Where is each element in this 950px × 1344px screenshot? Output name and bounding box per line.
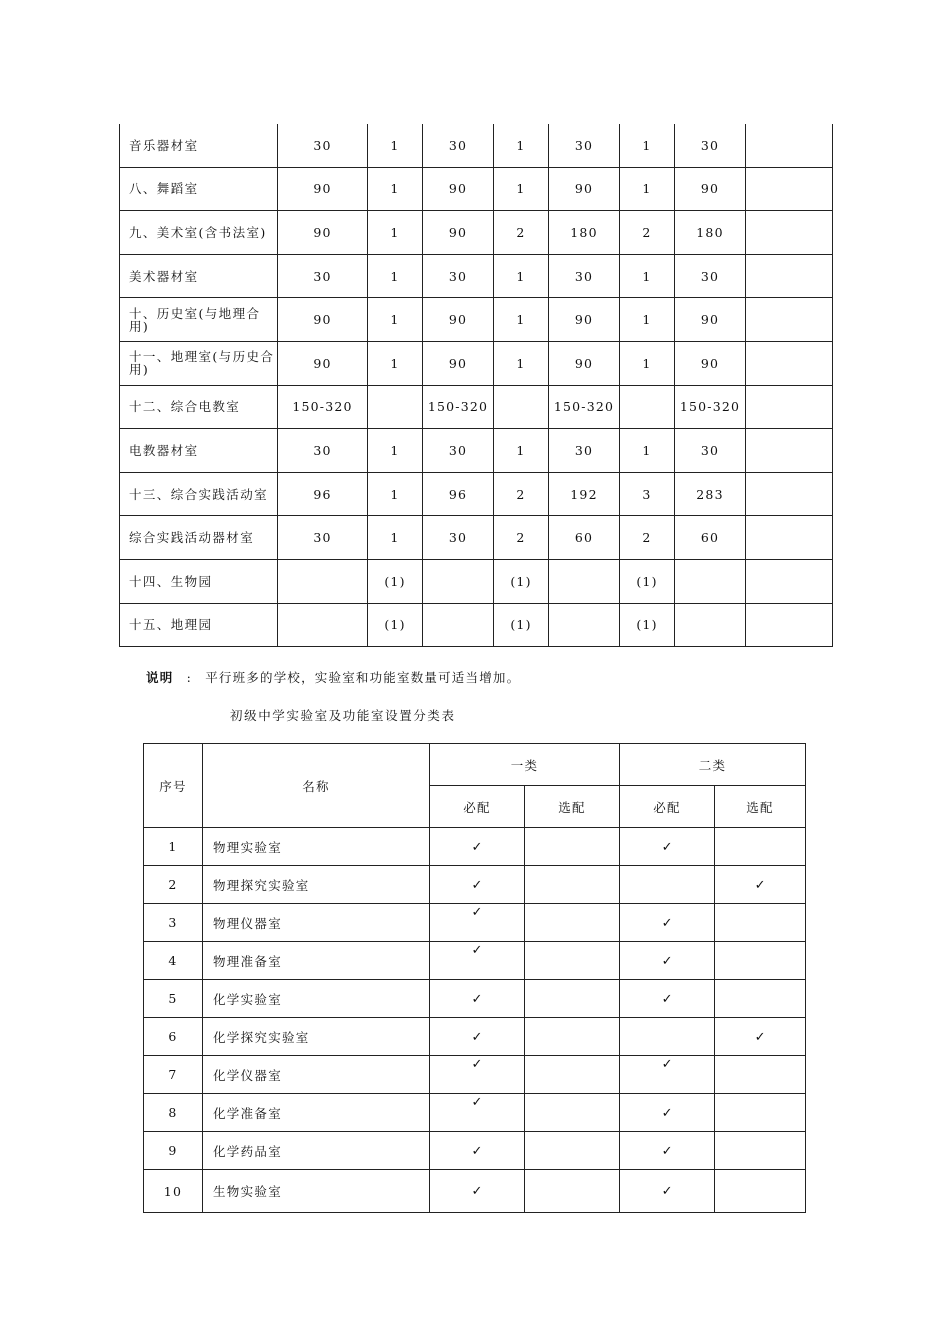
check-mark-icon: ✓ <box>471 877 483 893</box>
value-cell-c3: 30 <box>423 429 494 473</box>
table-row <box>144 1018 806 1056</box>
value-cell-c5: 192 <box>549 472 620 516</box>
value-cell-c1: 30 <box>278 124 368 167</box>
check-mark-icon: ✓ <box>661 1105 673 1121</box>
seq-cell: 8 <box>144 1094 203 1132</box>
value-cell-c1: 90 <box>278 211 368 255</box>
note <box>146 668 520 686</box>
value-cell-c1 <box>278 603 368 647</box>
table-row <box>120 516 833 560</box>
room-name-cell: 综合实践活动器材室 <box>120 516 278 560</box>
value-cell-c4: (1) <box>494 603 549 647</box>
value-cell-c2: 1 <box>368 124 423 167</box>
check-mark-icon: ✓ <box>661 915 673 931</box>
room-name-cell: 物理仪器室 <box>203 904 430 942</box>
value-cell-c8 <box>746 124 833 167</box>
check-cell-c2-opt <box>715 1056 806 1094</box>
room-name-cell: 十四、生物园 <box>120 559 278 603</box>
table-row <box>144 980 806 1018</box>
value-cell-c6: 1 <box>620 167 675 211</box>
check-cell-c1-opt <box>525 1170 620 1213</box>
table-row <box>144 866 806 904</box>
room-name-cell: 化学药品室 <box>203 1132 430 1170</box>
value-cell-c3 <box>423 603 494 647</box>
value-cell-c4: 2 <box>494 516 549 560</box>
table-row <box>120 559 833 603</box>
room-name-cell: 生物实验室 <box>203 1170 430 1213</box>
value-cell-c8 <box>746 516 833 560</box>
header-class2-required: 必配 <box>620 786 715 828</box>
table-row <box>120 603 833 647</box>
value-cell-c6: 2 <box>620 516 675 560</box>
value-cell-c5: 30 <box>549 124 620 167</box>
value-cell-c2: 1 <box>368 472 423 516</box>
value-cell-c1 <box>278 559 368 603</box>
check-mark-icon: ✓ <box>471 904 483 920</box>
check-mark-icon: ✓ <box>754 877 766 893</box>
room-name-cell: 化学实验室 <box>203 980 430 1018</box>
table-row <box>144 1132 806 1170</box>
value-cell-c5: 90 <box>549 298 620 342</box>
check-mark-icon: ✓ <box>471 1094 483 1110</box>
header-class1-optional: 选配 <box>525 786 620 828</box>
table-row <box>144 1170 806 1213</box>
check-cell-c2-req <box>620 866 715 904</box>
value-cell-c1: 90 <box>278 167 368 211</box>
value-cell-c4: 1 <box>494 167 549 211</box>
room-name-cell: 物理实验室 <box>203 828 430 866</box>
value-cell-c2: 1 <box>368 298 423 342</box>
check-cell-c2-req <box>620 942 715 980</box>
table-row <box>144 942 806 980</box>
check-mark-icon: ✓ <box>661 1056 673 1072</box>
value-cell-c5 <box>549 559 620 603</box>
value-cell-c7: 150-320 <box>675 385 746 429</box>
room-name-cell: 十二、综合电教室 <box>120 385 278 429</box>
check-cell-c1-opt <box>525 828 620 866</box>
room-name-cell: 十一、地理室(与历史合用) <box>120 341 278 385</box>
equipment-allocation-table <box>119 124 833 647</box>
value-cell-c7 <box>675 603 746 647</box>
check-cell-c2-req <box>620 980 715 1018</box>
value-cell-c7: 30 <box>675 254 746 298</box>
check-cell-c1-opt <box>525 1094 620 1132</box>
value-cell-c5: 90 <box>549 341 620 385</box>
value-cell-c8 <box>746 429 833 473</box>
room-name-cell: 物理探究实验室 <box>203 866 430 904</box>
check-cell-c1-opt <box>525 866 620 904</box>
value-cell-c2: 1 <box>368 167 423 211</box>
check-cell-c2-req <box>620 1170 715 1213</box>
value-cell-c6: 1 <box>620 429 675 473</box>
value-cell-c3: 30 <box>423 516 494 560</box>
value-cell-c6: 1 <box>620 124 675 167</box>
header-class2-optional: 选配 <box>715 786 806 828</box>
value-cell-c4: 1 <box>494 124 549 167</box>
value-cell-c4: 2 <box>494 472 549 516</box>
header-class1: 一类 <box>430 744 620 786</box>
table-row <box>120 124 833 167</box>
value-cell-c3: 90 <box>423 167 494 211</box>
value-cell-c2: (1) <box>368 603 423 647</box>
table-row <box>120 429 833 473</box>
room-name-cell: 化学探究实验室 <box>203 1018 430 1056</box>
table-row <box>144 1056 806 1094</box>
seq-cell: 10 <box>144 1170 203 1213</box>
check-cell-c1-req <box>430 1018 525 1056</box>
check-cell-c2-opt <box>715 942 806 980</box>
check-mark-icon: ✓ <box>471 942 483 958</box>
value-cell-c6: 1 <box>620 298 675 342</box>
check-cell-c1-req <box>430 1170 525 1213</box>
check-mark-icon: ✓ <box>661 991 673 1007</box>
check-cell-c1-req <box>430 866 525 904</box>
note-text: 平行班多的学校，实验室和功能室数量可适当增加。 <box>205 670 521 685</box>
check-cell-c1-opt <box>525 980 620 1018</box>
value-cell-c6: 3 <box>620 472 675 516</box>
value-cell-c4: 1 <box>494 341 549 385</box>
value-cell-c7: 90 <box>675 167 746 211</box>
value-cell-c5: 180 <box>549 211 620 255</box>
value-cell-c3 <box>423 559 494 603</box>
check-cell-c1-req <box>430 1094 525 1132</box>
value-cell-c1: 90 <box>278 298 368 342</box>
table-row <box>120 472 833 516</box>
value-cell-c7: 90 <box>675 298 746 342</box>
check-cell-c2-req <box>620 1056 715 1094</box>
table-row <box>120 254 833 298</box>
value-cell-c1: 90 <box>278 341 368 385</box>
check-cell-c1-opt <box>525 942 620 980</box>
value-cell-c8 <box>746 559 833 603</box>
value-cell-c2: 1 <box>368 429 423 473</box>
note-label: 说明 <box>146 670 174 685</box>
check-cell-c2-opt <box>715 866 806 904</box>
room-name-cell: 十、历史室(与地理合用) <box>120 298 278 342</box>
seq-cell: 4 <box>144 942 203 980</box>
value-cell-c3: 90 <box>423 298 494 342</box>
value-cell-c7 <box>675 559 746 603</box>
check-cell-c2-opt <box>715 828 806 866</box>
header-name: 名称 <box>203 744 430 828</box>
value-cell-c5: 30 <box>549 429 620 473</box>
header-seq: 序号 <box>144 744 203 828</box>
check-cell-c1-req <box>430 980 525 1018</box>
value-cell-c4 <box>494 385 549 429</box>
value-cell-c3: 90 <box>423 211 494 255</box>
table-row <box>120 341 833 385</box>
table-row <box>144 1094 806 1132</box>
value-cell-c2: 1 <box>368 254 423 298</box>
seq-cell: 1 <box>144 828 203 866</box>
check-mark-icon: ✓ <box>471 1143 483 1159</box>
value-cell-c1: 30 <box>278 254 368 298</box>
check-cell-c1-req <box>430 1132 525 1170</box>
room-name-cell: 电教器材室 <box>120 429 278 473</box>
value-cell-c8 <box>746 603 833 647</box>
value-cell-c5 <box>549 603 620 647</box>
check-cell-c2-req <box>620 1094 715 1132</box>
note-separator: : <box>186 670 193 685</box>
value-cell-c7: 60 <box>675 516 746 560</box>
value-cell-c4: 2 <box>494 211 549 255</box>
value-cell-c5: 150-320 <box>549 385 620 429</box>
room-name-cell: 十三、综合实践活动室 <box>120 472 278 516</box>
value-cell-c3: 30 <box>423 124 494 167</box>
check-mark-icon: ✓ <box>471 991 483 1007</box>
seq-cell: 2 <box>144 866 203 904</box>
check-cell-c1-req <box>430 904 525 942</box>
value-cell-c1: 96 <box>278 472 368 516</box>
table-row <box>120 211 833 255</box>
check-cell-c2-opt <box>715 1132 806 1170</box>
value-cell-c4: 1 <box>494 429 549 473</box>
check-cell-c2-req <box>620 904 715 942</box>
check-cell-c2-req <box>620 1018 715 1056</box>
value-cell-c8 <box>746 472 833 516</box>
room-name-cell: 物理准备室 <box>203 942 430 980</box>
check-mark-icon: ✓ <box>661 1143 673 1159</box>
value-cell-c2: (1) <box>368 559 423 603</box>
value-cell-c7: 30 <box>675 124 746 167</box>
check-cell-c1-opt <box>525 1056 620 1094</box>
check-mark-icon: ✓ <box>471 839 483 855</box>
value-cell-c3: 90 <box>423 341 494 385</box>
value-cell-c6 <box>620 385 675 429</box>
check-cell-c2-opt <box>715 904 806 942</box>
table-caption: 初级中学实验室及功能室设置分类表 <box>230 708 456 723</box>
value-cell-c1: 30 <box>278 429 368 473</box>
check-mark-icon: ✓ <box>471 1029 483 1045</box>
check-cell-c2-req <box>620 1132 715 1170</box>
seq-cell: 5 <box>144 980 203 1018</box>
value-cell-c7: 283 <box>675 472 746 516</box>
check-cell-c1-opt <box>525 904 620 942</box>
classification-table <box>143 743 806 1213</box>
check-cell-c2-req <box>620 828 715 866</box>
table-row <box>120 298 833 342</box>
value-cell-c1: 150-320 <box>278 385 368 429</box>
room-name-cell: 化学仪器室 <box>203 1056 430 1094</box>
header-class1-required: 必配 <box>430 786 525 828</box>
check-mark-icon: ✓ <box>661 839 673 855</box>
room-name-cell: 音乐器材室 <box>120 124 278 167</box>
table-row <box>120 385 833 429</box>
check-mark-icon: ✓ <box>661 1184 673 1199</box>
room-name-cell: 美术器材室 <box>120 254 278 298</box>
value-cell-c5: 60 <box>549 516 620 560</box>
room-name-cell: 十五、地理园 <box>120 603 278 647</box>
check-cell-c1-opt <box>525 1132 620 1170</box>
seq-cell: 6 <box>144 1018 203 1056</box>
check-mark-icon: ✓ <box>661 953 673 969</box>
table-row <box>144 828 806 866</box>
value-cell-c3: 96 <box>423 472 494 516</box>
value-cell-c4: 1 <box>494 298 549 342</box>
value-cell-c2: 1 <box>368 211 423 255</box>
check-mark-icon: ✓ <box>471 1056 483 1072</box>
value-cell-c1: 30 <box>278 516 368 560</box>
value-cell-c7: 180 <box>675 211 746 255</box>
value-cell-c2: 1 <box>368 341 423 385</box>
check-cell-c2-opt <box>715 980 806 1018</box>
value-cell-c5: 90 <box>549 167 620 211</box>
check-cell-c1-req <box>430 1056 525 1094</box>
seq-cell: 7 <box>144 1056 203 1094</box>
table-row <box>144 904 806 942</box>
value-cell-c8 <box>746 298 833 342</box>
value-cell-c6: 2 <box>620 211 675 255</box>
value-cell-c4: 1 <box>494 254 549 298</box>
table-row <box>120 167 833 211</box>
value-cell-c6: (1) <box>620 603 675 647</box>
value-cell-c3: 150-320 <box>423 385 494 429</box>
room-name-cell: 九、美术室(含书法室) <box>120 211 278 255</box>
value-cell-c6: (1) <box>620 559 675 603</box>
check-mark-icon: ✓ <box>471 1184 483 1199</box>
room-name-cell: 八、舞蹈室 <box>120 167 278 211</box>
value-cell-c8 <box>746 341 833 385</box>
header-class2: 二类 <box>620 744 806 786</box>
value-cell-c7: 90 <box>675 341 746 385</box>
value-cell-c6: 1 <box>620 254 675 298</box>
value-cell-c8 <box>746 211 833 255</box>
check-mark-icon: ✓ <box>754 1029 766 1045</box>
value-cell-c3: 30 <box>423 254 494 298</box>
value-cell-c6: 1 <box>620 341 675 385</box>
value-cell-c8 <box>746 254 833 298</box>
value-cell-c2 <box>368 385 423 429</box>
check-cell-c2-opt <box>715 1170 806 1213</box>
value-cell-c5: 30 <box>549 254 620 298</box>
room-name-cell: 化学准备室 <box>203 1094 430 1132</box>
value-cell-c8 <box>746 167 833 211</box>
value-cell-c2: 1 <box>368 516 423 560</box>
check-cell-c1-opt <box>525 1018 620 1056</box>
value-cell-c7: 30 <box>675 429 746 473</box>
check-cell-c1-req <box>430 942 525 980</box>
value-cell-c4: (1) <box>494 559 549 603</box>
check-cell-c2-opt <box>715 1018 806 1056</box>
seq-cell: 3 <box>144 904 203 942</box>
value-cell-c8 <box>746 385 833 429</box>
check-cell-c1-req <box>430 828 525 866</box>
check-cell-c2-opt <box>715 1094 806 1132</box>
seq-cell: 9 <box>144 1132 203 1170</box>
